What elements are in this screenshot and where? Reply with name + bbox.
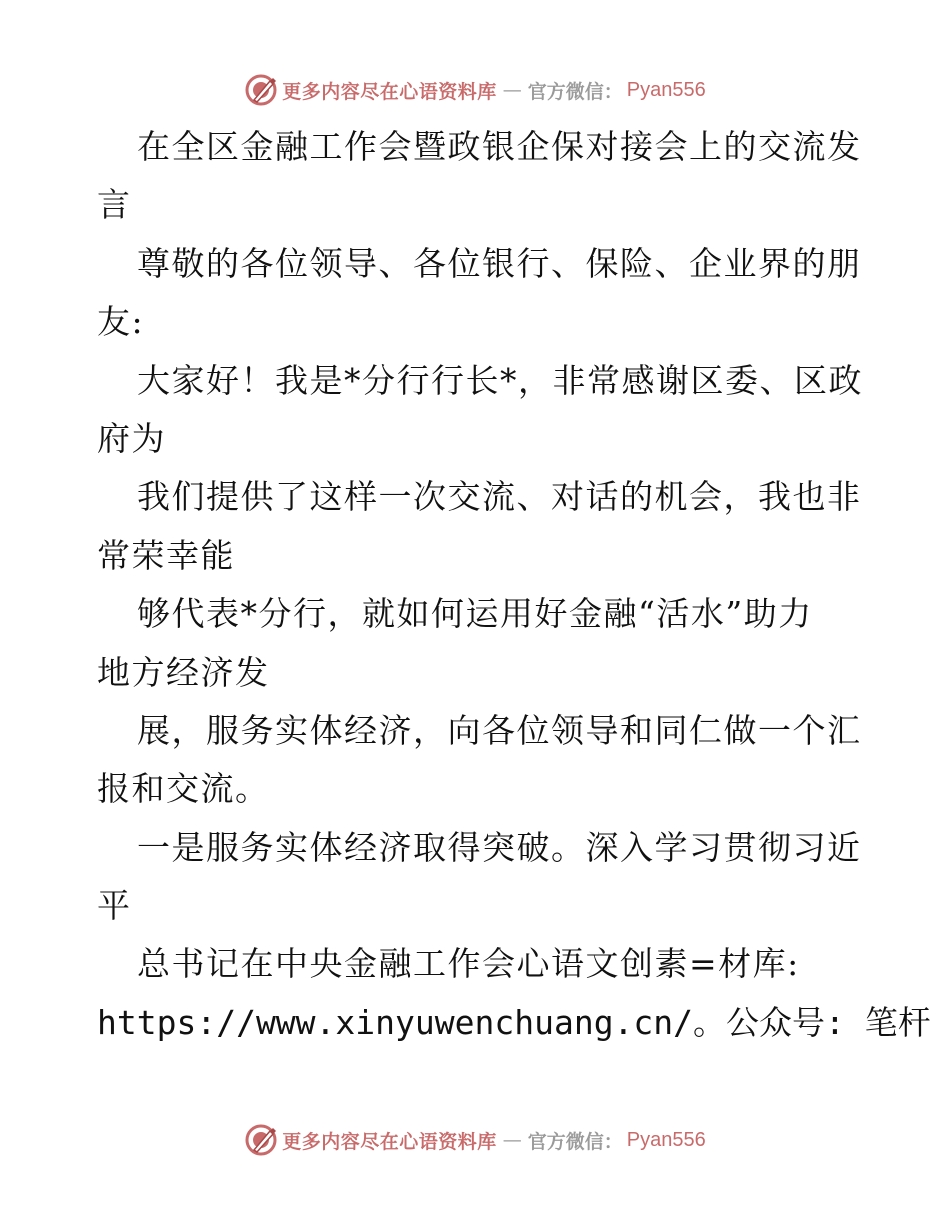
paragraph-line: 展，服务实体经济，向各位领导和同仁做一个汇 (137, 710, 862, 750)
document-body (97, 118, 931, 1052)
header-brand (244, 73, 706, 107)
title-line-continued: 言 (97, 185, 132, 225)
paragraph-line: 报和交流。 (97, 769, 270, 809)
brand-name: 更多内容尽在心语资料库 (282, 80, 497, 103)
brand-separator: — (502, 1129, 522, 1151)
paragraph-line: 常荣幸能 (97, 535, 235, 575)
wechat-id: Pyan556 (626, 78, 706, 101)
title-line: 在全区金融工作会暨政银企保对接会上的交流发 (137, 127, 862, 166)
page-footer (0, 1120, 950, 1160)
footer-brand (244, 1123, 706, 1157)
paragraph-line: 我们提供了这样一次交流、对话的机会，我也非 (137, 477, 862, 517)
greeting-line: 尊敬的各位领导、各位银行、保险、企业界的朋 (137, 243, 862, 283)
greeting-line-continued: 友: (97, 302, 145, 342)
url-line: https://www.xinyuwenchuang.cn/。公众号: 笔杆 (97, 1002, 931, 1042)
paragraph-line: 一是服务实体经济取得突破。深入学习贯彻习近 (137, 827, 862, 867)
page-header (0, 70, 950, 110)
brand-name: 更多内容尽在心语资料库 (282, 1130, 497, 1153)
wechat-label: 官方微信： (527, 1130, 623, 1153)
paragraph-line: 平 (97, 886, 132, 926)
pen-logo-icon (244, 1123, 278, 1157)
paragraph-line: 够代表*分行，就如何运用好金融“活水”助力 (137, 594, 813, 634)
paragraph-line: 总书记在中央金融工作会心语文创素=材库: (137, 944, 800, 984)
pen-logo-icon (244, 73, 278, 107)
paragraph-line: 府为 (97, 418, 166, 458)
wechat-id: Pyan556 (626, 1128, 706, 1151)
paragraph-line: 地方经济发 (97, 652, 270, 692)
paragraph-line: 大家好！我是*分行行长*，非常感谢区委、区政 (137, 360, 863, 400)
wechat-label: 官方微信： (527, 80, 623, 103)
brand-separator: — (502, 79, 522, 101)
